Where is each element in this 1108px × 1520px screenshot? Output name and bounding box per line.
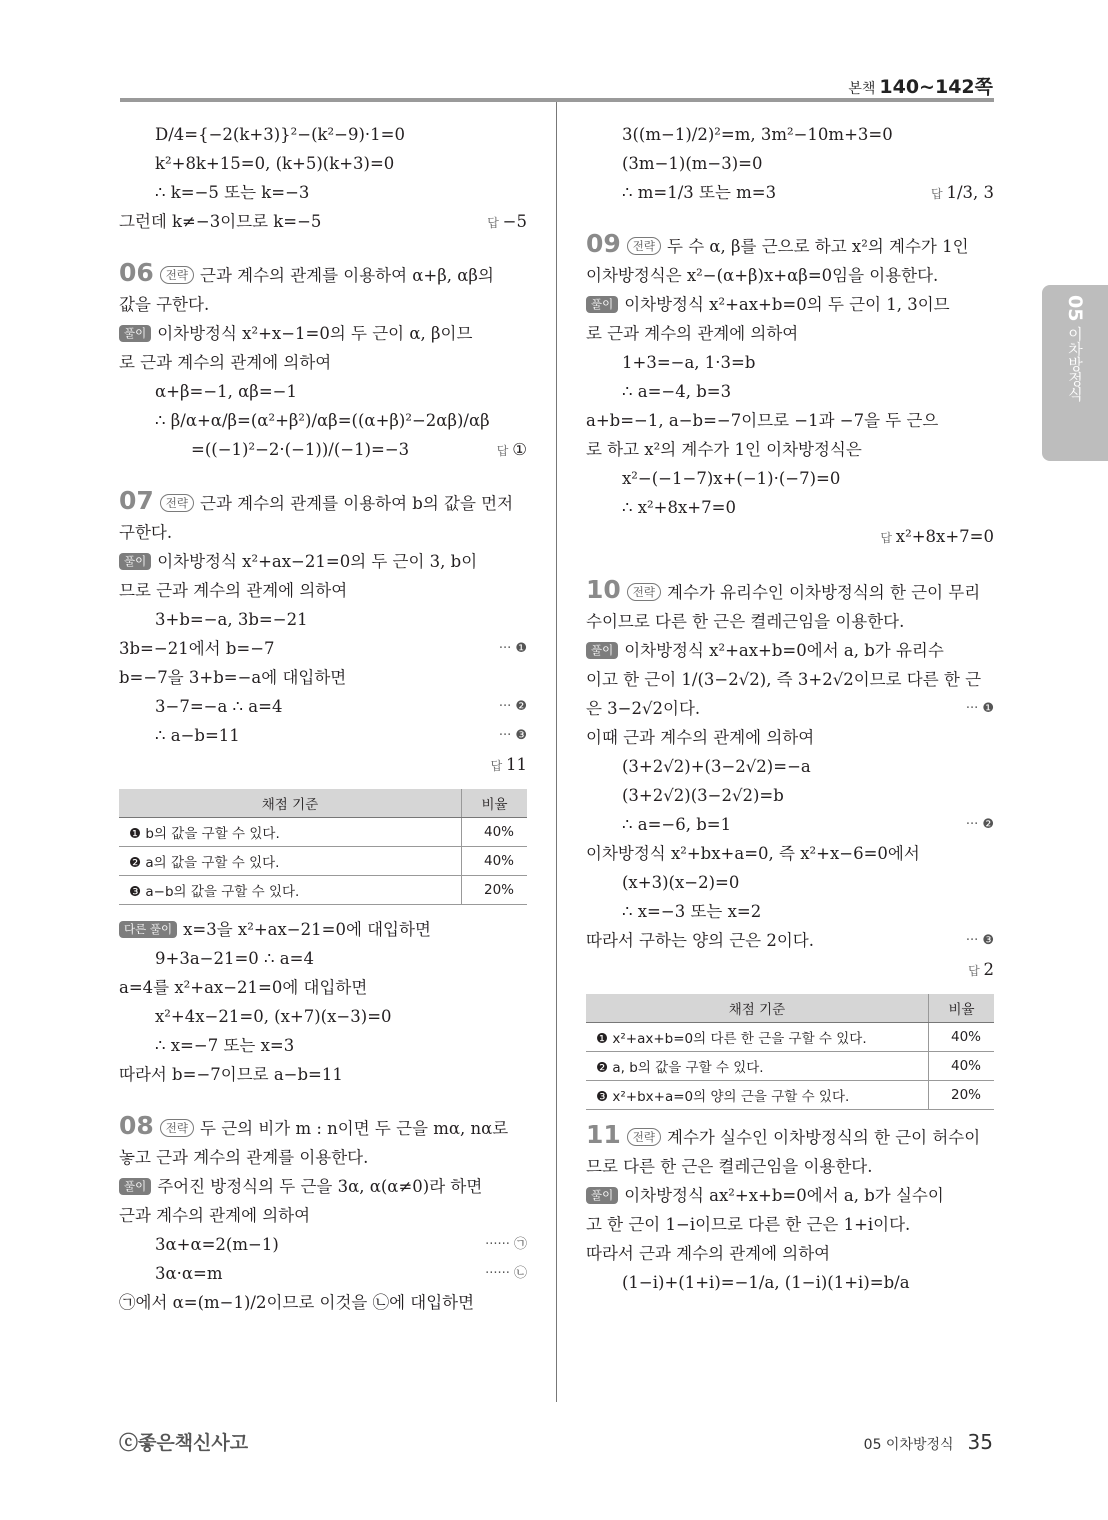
line-text: 9+3a−21=0 ∴ a=4	[155, 949, 314, 968]
left-column	[119, 120, 527, 1317]
solution-badge: 풀이	[119, 553, 151, 570]
answer-mark: 답 ①	[497, 435, 527, 466]
header-label: 본책	[848, 81, 876, 97]
line-text: (3+2√2)+(3−2√2)=−a	[622, 757, 811, 776]
line-text: 따라서 근과 계수의 관계에 의하여	[586, 1244, 831, 1263]
text-line	[586, 435, 994, 464]
text-line	[586, 464, 994, 493]
grading-header-row	[586, 994, 994, 1023]
text-line	[586, 319, 994, 348]
text-line	[586, 752, 994, 781]
text-line	[119, 178, 527, 207]
line-text: 놓고 근과 계수의 관계를 이용한다.	[119, 1148, 369, 1167]
problem-number: 09	[586, 229, 621, 258]
line-text: ∴ x=−7 또는 x=3	[155, 1036, 295, 1055]
text-line	[586, 406, 994, 435]
step-marker: ··· ❷	[498, 699, 527, 714]
line-text: (x+3)(x−2)=0	[622, 873, 740, 892]
footer-chapter: 05 이차방정식	[863, 1437, 954, 1453]
text-line	[119, 348, 527, 377]
text-line	[119, 290, 527, 319]
line-text: 두 수 α, β를 근으로 하고 x²의 계수가 1인	[667, 237, 969, 256]
text-line	[119, 1201, 527, 1230]
line-text: 3((m−1)/2)²=m, 3m²−10m+3=0	[622, 125, 893, 144]
ratio-header: 비율	[462, 789, 528, 818]
ratio-header: 비율	[929, 994, 995, 1023]
spacer	[586, 553, 994, 575]
line-text: 값을 구한다.	[119, 295, 210, 314]
spacer	[119, 236, 527, 258]
right-column	[586, 120, 994, 1297]
strategy-badge: 전략	[627, 237, 661, 255]
text-line	[119, 1230, 527, 1259]
line-text: ∴ m=1/3 또는 m=3	[622, 183, 777, 202]
grading-criterion: ❸ x²+bx+a=0의 양의 근을 구할 수 있다.	[586, 1081, 929, 1110]
line-text: 근과 계수의 관계를 이용하여 α+β, αβ의	[200, 266, 494, 285]
text-line	[586, 493, 994, 522]
line-text: 이차방정식은 x²−(α+β)x+αβ=0임을 이용한다.	[586, 266, 939, 285]
text-line	[119, 1143, 527, 1172]
line-text: 므로 근과 계수의 관계에 의하여	[119, 581, 348, 600]
line-text: 근과 계수의 관계에 의하여	[119, 1206, 311, 1225]
answer-mark: 답 1/3, 3	[931, 178, 994, 209]
line-text: (3m−1)(m−3)=0	[622, 154, 763, 173]
line-text: b=−7을 3+b=−a에 대입하면	[119, 668, 347, 687]
text-line	[586, 575, 994, 607]
line-text: x=3을 x²+ax−21=0에 대입하면	[183, 920, 431, 939]
grading-criterion: ❷ a의 값을 구할 수 있다.	[119, 847, 462, 876]
grading-row	[119, 818, 527, 847]
grading-row	[119, 876, 527, 905]
solution-badge: 풀이	[586, 642, 618, 659]
text-line	[119, 1288, 527, 1317]
step-marker: ··· ❶	[965, 701, 994, 716]
text-line	[586, 120, 994, 149]
line-text: x²−(−1−7)x+(−1)·(−7)=0	[622, 469, 841, 488]
line-text: 3b=−21에서 b=−7	[119, 639, 275, 658]
text-line	[119, 576, 527, 605]
column-divider	[556, 102, 557, 1402]
line-text: 로 하고 x²의 계수가 1인 이차방정식은	[586, 440, 862, 459]
line-text: 3−7=−a ∴ a=4	[155, 697, 283, 716]
line-text: ∴ x²+8x+7=0	[622, 498, 736, 517]
text-line	[119, 1002, 527, 1031]
text-line	[119, 634, 527, 663]
text-line	[586, 149, 994, 178]
text-line	[586, 348, 994, 377]
text-line	[586, 1181, 994, 1210]
text-line	[586, 636, 994, 665]
spacer	[119, 1089, 527, 1111]
grading-ratio: 20%	[462, 876, 528, 905]
text-line	[586, 810, 994, 839]
grading-row	[586, 1052, 994, 1081]
grading-criterion: ❶ x²+ax+b=0의 다른 한 근을 구할 수 있다.	[586, 1023, 929, 1052]
grading-header-row	[119, 789, 527, 818]
text-line	[586, 290, 994, 319]
solution-badge: 다른 풀이	[119, 921, 177, 938]
line-text: D/4={−2(k+3)}²−(k²−9)·1=0	[155, 125, 405, 144]
text-line	[586, 781, 994, 810]
strategy-badge: 전략	[160, 494, 194, 512]
grading-ratio: 20%	[929, 1081, 995, 1110]
problem-number: 07	[119, 486, 154, 515]
line-text: (3+2√2)(3−2√2)=b	[622, 786, 784, 805]
step-marker: ······ ㉡	[485, 1266, 527, 1281]
grading-ratio: 40%	[462, 847, 528, 876]
text-line	[586, 839, 994, 868]
text-line	[586, 178, 994, 207]
text-line	[119, 1111, 527, 1143]
line-text: k²+8k+15=0, (k+5)(k+3)=0	[155, 154, 395, 173]
strategy-badge: 전략	[627, 1128, 661, 1146]
step-marker: ··· ❷	[965, 817, 994, 832]
grading-header: 채점 기준	[586, 994, 929, 1023]
text-line	[586, 665, 994, 694]
line-text: 이고 한 근이 1/(3−2√2), 즉 3+2√2이므로 다른 한 근	[586, 670, 982, 689]
line-text: 수이므로 다른 한 근은 켤레근임을 이용한다.	[586, 612, 905, 631]
text-line	[119, 721, 527, 750]
line-text: 주어진 방정식의 두 근을 3α, α(α≠0)라 하면	[157, 1177, 483, 1196]
line-text: 계수가 유리수인 이차방정식의 한 근이 무리	[667, 583, 981, 602]
line-text: ∴ a=−4, b=3	[622, 382, 732, 401]
problem-number: 06	[119, 258, 154, 287]
problem-number: 08	[119, 1111, 154, 1140]
strategy-badge: 전략	[160, 266, 194, 284]
line-text: 근과 계수의 관계를 이용하여 b의 값을 먼저	[200, 494, 514, 513]
text-line	[586, 1239, 994, 1268]
line-text: 므로 다른 한 근은 켤레근임을 이용한다.	[586, 1157, 873, 1176]
grading-criterion: ❷ a, b의 값을 구할 수 있다.	[586, 1052, 929, 1081]
line-text: 그런데 k≠−3이므로 k=−5	[119, 212, 322, 231]
text-line	[119, 518, 527, 547]
answer-mark: 답 −5	[487, 207, 527, 238]
line-text: 3+b=−a, 3b=−21	[155, 610, 308, 629]
text-line	[586, 1268, 994, 1297]
answer-line: 답 2	[586, 955, 994, 986]
text-line	[586, 868, 994, 897]
strategy-badge: 전략	[160, 1119, 194, 1137]
grading-ratio: 40%	[929, 1023, 995, 1052]
spacer	[119, 464, 527, 486]
problem-number: 11	[586, 1120, 621, 1149]
text-line	[586, 897, 994, 926]
line-text: ㉠에서 α=(m−1)/2이므로 이것을 ㉡에 대입하면	[119, 1293, 475, 1312]
text-line	[119, 1031, 527, 1060]
line-text: 이차방정식 x²+x−1=0의 두 근이 α, β이므	[157, 324, 473, 343]
header-rule	[120, 98, 994, 102]
publisher-logo: ⓒ좋은책신사고	[119, 1432, 249, 1454]
problem-number: 10	[586, 575, 621, 604]
text-line	[119, 377, 527, 406]
grading-row	[119, 847, 527, 876]
line-text: ∴ β/α+α/β=(α²+β²)/αβ=((α+β)²−2αβ)/αβ	[155, 411, 490, 430]
grading-criterion: ❶ b의 값을 구할 수 있다.	[119, 818, 462, 847]
text-line	[586, 1120, 994, 1152]
chapter-side-tab	[1042, 285, 1108, 461]
step-marker: ······ ㉠	[485, 1237, 527, 1252]
text-line	[586, 926, 994, 955]
side-tab-label: 이차방정식	[1066, 326, 1084, 402]
line-text: 고 한 근이 1−i이므로 다른 한 근은 1+i이다.	[586, 1215, 911, 1234]
step-marker: ··· ❶	[498, 641, 527, 656]
grading-ratio: 40%	[929, 1052, 995, 1081]
side-tab-number: 05	[1064, 295, 1086, 322]
text-line	[586, 723, 994, 752]
text-line	[586, 377, 994, 406]
page-number: 35	[967, 1430, 993, 1454]
line-text: =((−1)²−2·(−1))/(−1)=−3	[191, 440, 410, 459]
grading-table	[119, 789, 527, 905]
text-line	[119, 1060, 527, 1089]
line-text: 계수가 실수인 이차방정식의 한 근이 허수이	[667, 1128, 981, 1147]
solution-badge: 풀이	[119, 325, 151, 342]
line-text: 로 근과 계수의 관계에 의하여	[119, 353, 332, 372]
line-text: 로 근과 계수의 관계에 의하여	[586, 324, 799, 343]
line-text: 이차방정식 ax²+x+b=0에서 a, b가 실수이	[624, 1186, 944, 1205]
line-text: 두 근의 비가 m : n이면 두 근을 mα, nα로	[200, 1119, 509, 1138]
line-text: α+β=−1, αβ=−1	[155, 382, 297, 401]
text-line	[119, 120, 527, 149]
text-line	[119, 663, 527, 692]
line-text: ∴ x=−3 또는 x=2	[622, 902, 762, 921]
text-line	[586, 1152, 994, 1181]
line-text: 이때 근과 계수의 관계에 의하여	[586, 728, 815, 747]
line-text: 이차방정식 x²+ax+b=0에서 a, b가 유리수	[624, 641, 944, 660]
text-line	[119, 1259, 527, 1288]
text-line	[119, 915, 527, 944]
line-text: 이차방정식 x²+ax−21=0의 두 근이 3, b이	[157, 552, 478, 571]
spacer	[586, 207, 994, 229]
answer-line: 답 11	[119, 750, 527, 781]
text-line	[586, 607, 994, 636]
line-text: 이차방정식 x²+ax+b=0의 두 근이 1, 3이므	[624, 295, 950, 314]
text-line	[119, 605, 527, 634]
line-text: 3α·α=m	[155, 1264, 223, 1283]
text-line	[119, 149, 527, 178]
solution-badge: 풀이	[586, 1187, 618, 1204]
line-text: 따라서 구하는 양의 근은 2이다.	[586, 931, 814, 950]
grading-criterion: ❸ a−b의 값을 구할 수 있다.	[119, 876, 462, 905]
solution-badge: 풀이	[586, 296, 618, 313]
text-line	[586, 1210, 994, 1239]
line-text: 구한다.	[119, 523, 173, 542]
text-line	[119, 207, 527, 236]
line-text: 은 3−2√2이다.	[586, 699, 701, 718]
line-text: 3α+α=2(m−1)	[155, 1235, 279, 1254]
grading-row	[586, 1081, 994, 1110]
text-line	[119, 319, 527, 348]
text-line	[586, 694, 994, 723]
text-line	[119, 944, 527, 973]
line-text: x²+4x−21=0, (x+7)(x−3)=0	[155, 1007, 392, 1026]
line-text: 따라서 b=−7이므로 a−b=11	[119, 1065, 343, 1084]
text-line	[119, 486, 527, 518]
grading-ratio: 40%	[462, 818, 528, 847]
strategy-badge: 전략	[627, 583, 661, 601]
step-marker: ··· ❸	[498, 728, 527, 743]
grading-header: 채점 기준	[119, 789, 462, 818]
text-line	[119, 692, 527, 721]
solution-badge: 풀이	[119, 1178, 151, 1195]
text-line	[119, 258, 527, 290]
step-marker: ··· ❸	[965, 933, 994, 948]
text-line	[119, 1172, 527, 1201]
line-text: ∴ a−b=11	[155, 726, 240, 745]
text-line	[119, 973, 527, 1002]
line-text: (1−i)+(1+i)=−1/a, (1−i)(1+i)=b/a	[622, 1273, 910, 1292]
grading-table	[586, 994, 994, 1110]
line-text: a+b=−1, a−b=−7이므로 −1과 −7을 두 근으	[586, 411, 939, 430]
line-text: ∴ k=−5 또는 k=−3	[155, 183, 310, 202]
answer-line: 답 x²+8x+7=0	[586, 522, 994, 553]
text-line	[586, 261, 994, 290]
page-header	[848, 72, 993, 99]
line-text: 이차방정식 x²+bx+a=0, 즉 x²+x−6=0에서	[586, 844, 920, 863]
text-line	[119, 406, 527, 435]
header-pages: 140~142쪽	[879, 76, 993, 98]
line-text: a=4를 x²+ax−21=0에 대입하면	[119, 978, 368, 997]
text-line	[586, 229, 994, 261]
page-footer	[864, 1430, 993, 1454]
line-text: ∴ a=−6, b=1	[622, 815, 732, 834]
grading-row	[586, 1023, 994, 1052]
text-line	[119, 435, 527, 464]
text-line	[119, 547, 527, 576]
line-text: 1+3=−a, 1·3=b	[622, 353, 756, 372]
